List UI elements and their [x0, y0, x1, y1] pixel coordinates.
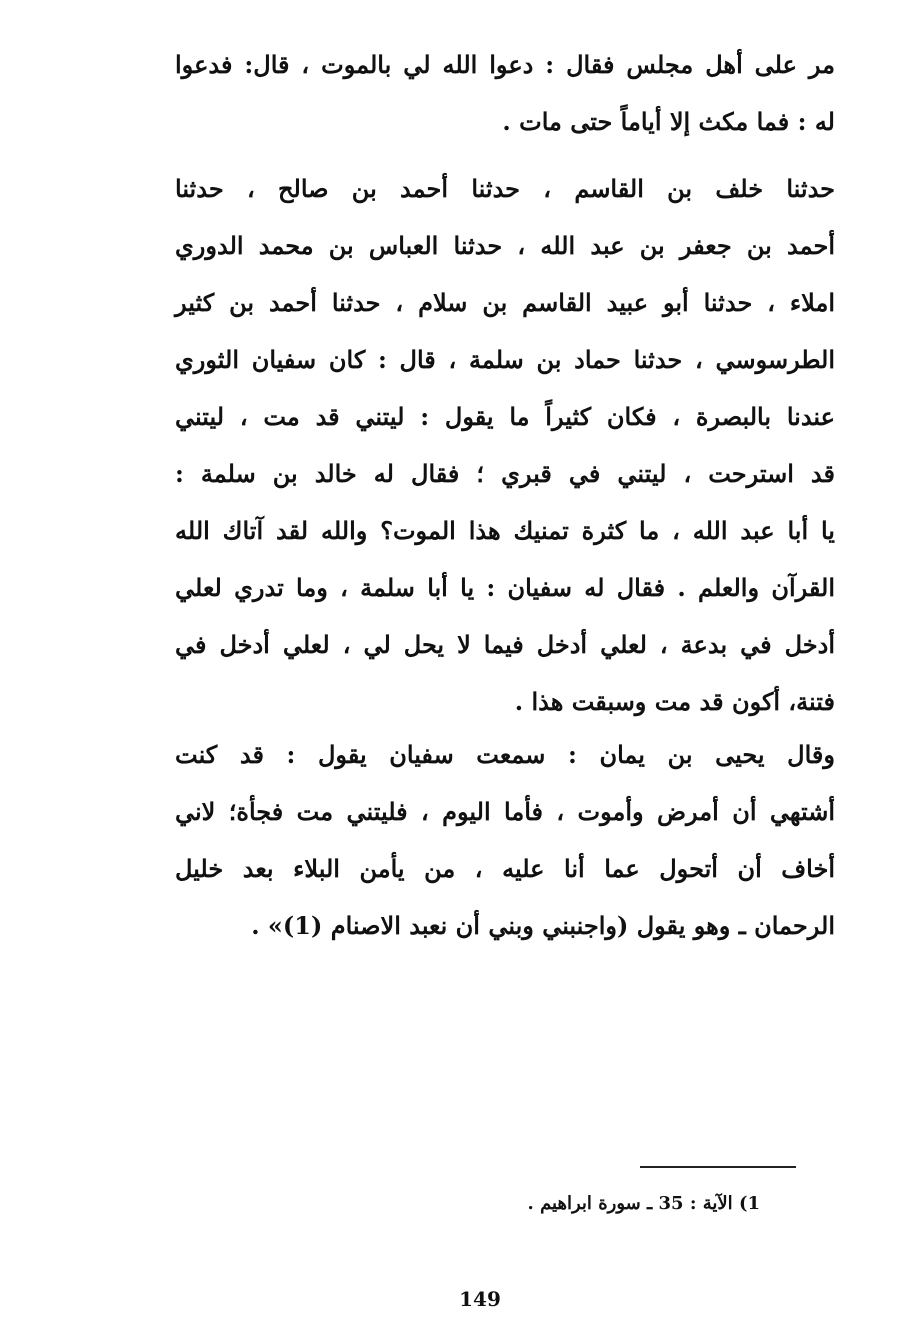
paragraph-2: [175, 160, 835, 730]
text-line: أخاف أن أتحول عما أنا عليه ، من يأمن البلاء بعد خليل: [175, 854, 835, 883]
text-line: يا أبا عبد الله ، ما كثرة تمنيك هذا الموت؟ والله لقد آتاك الله: [175, 516, 835, 545]
text-line: أشتهي أن أمرض وأموت ، فأما اليوم ، فليتني مت فجأة؛ لاني: [175, 797, 835, 826]
page-number: 149: [459, 1287, 501, 1311]
text-line: وقال يحيى بن يمان : سمعت سفيان يقول : قد كنت: [175, 740, 835, 769]
footnote-divider: [640, 1166, 796, 1168]
text-line: مر على أهل مجلس فقال : دعوا الله لي بالموت ، قال: فدعوا: [175, 50, 835, 79]
text-line: له : فما مكث إلا أياماً حتى مات .: [502, 107, 835, 136]
paragraph-3: [175, 726, 835, 954]
text-line: القرآن والعلم . فقال له سفيان : يا أبا سلمة ، وما تدري لعلي: [175, 573, 835, 602]
text-line: عندنا بالبصرة ، فكان كثيراً ما يقول : ليتني قد مت ، ليتني: [175, 402, 835, 431]
text-line: حدثنا خلف بن القاسم ، حدثنا أحمد بن صالح ، حدثنا: [175, 174, 835, 203]
text-line: املاء ، حدثنا أبو عبيد القاسم بن سلام ، حدثنا أحمد بن كثير: [175, 288, 835, 317]
footnote: 1) الآية : 35 ـ سورة ابراهيم .: [527, 1193, 760, 1214]
text-line: أدخل في بدعة ، لعلي أدخل فيما لا يحل لي ، لعلي أدخل في: [175, 630, 835, 659]
text-line: الرحمان ـ وهو يقول (واجنبني وبني أن نعبد الاصنام (1)» .: [251, 911, 835, 940]
text-line: أحمد بن جعفر بن عبد الله ، حدثنا العباس بن محمد الدوري: [175, 231, 836, 260]
text-line: فتنة، أكون قد مت وسبقت هذا .: [514, 687, 835, 716]
text-line: الطرسوسي ، حدثنا حماد بن سلمة ، قال : كان سفيان الثوري: [175, 345, 835, 374]
paragraph-1: [175, 36, 835, 150]
text-line: قد استرحت ، ليتني في قبري ؛ فقال له خالد بن سلمة :: [175, 459, 835, 488]
